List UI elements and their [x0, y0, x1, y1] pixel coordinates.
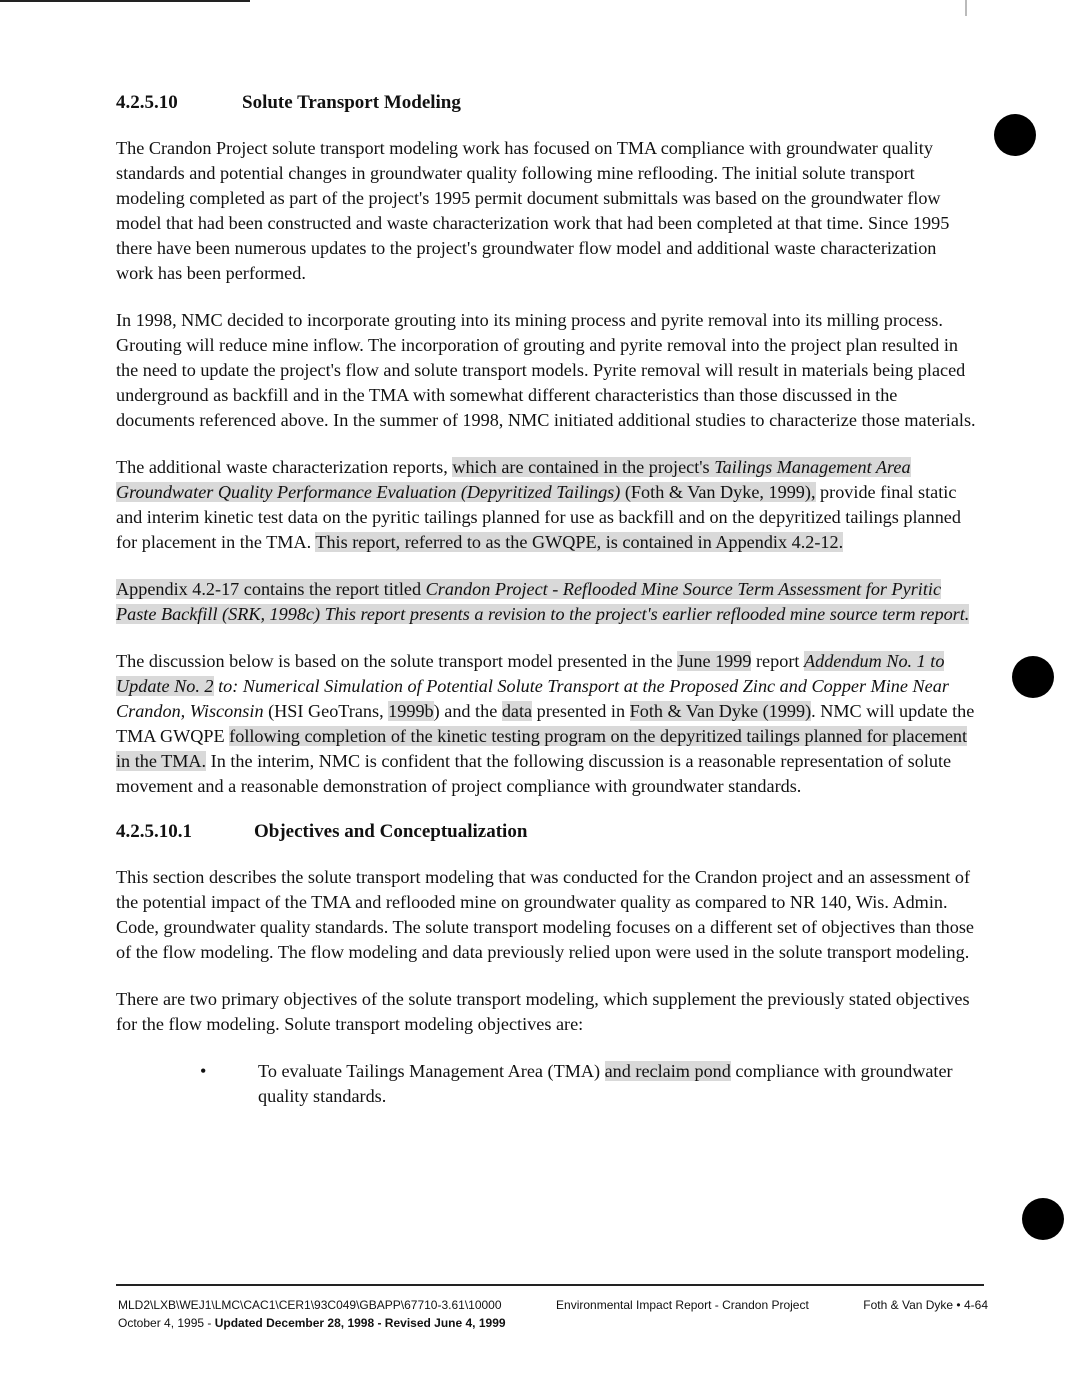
- paragraph-section-description: This section describes the solute transport modeling that was conducted for the Crandon project and an assessment of the potential impact of the TMA and reflooded mine on groundwater quality as compared to NR 140, Wis. Admin. Code, groundwater quality standards. The solute transport modeling focuses on a different set of objectives than those of the flow modeling. The flow modeling and data previously relied upon were used in the solute transport modeling.: [116, 867, 974, 962]
- page-footer: [118, 1296, 988, 1332]
- footer-file-path: MLD2\LXB\WEJ1\LMC\CAC1\CER1\93C049\GBAPP\67710-3.61\10000: [118, 1298, 502, 1312]
- paragraph-intro: The Crandon Project solute transport modeling work has focused on TMA compliance with groundwater quality standards and potential changes in groundwater quality following mine reflooding. The initial solute transport modeling completed as part of the project's 1995 permit document submittals was based on the groundwater flow model that had been constructed and waste characterization work that had been completed at that time. Since 1995 there have been numerous updates to the project's groundwater flow model and additional waste characterization work has been performed.: [116, 138, 950, 283]
- footer-date-original: October 4, 1995 -: [118, 1316, 215, 1330]
- highlight: Appendix 4.2-17 contains the report titled: [116, 579, 426, 599]
- subsection-number: 4.2.5.10.1: [116, 821, 192, 842]
- punch-hole-bottom: [1022, 1198, 1064, 1240]
- highlight: (Foth & Van Dyke, 1999),: [620, 482, 816, 502]
- section-heading: [116, 92, 978, 114]
- footer-company-page: Foth & Van Dyke • 4-64: [863, 1298, 988, 1312]
- subsection-heading: [116, 821, 978, 843]
- highlight-italic: Addendum No. 1 to Update No. 2: [116, 651, 945, 696]
- punch-hole-top: [994, 114, 1036, 156]
- highlight: 1999b: [388, 701, 434, 721]
- page-body: [116, 92, 978, 1109]
- paragraph-objectives: There are two primary objectives of the solute transport modeling, which supplement the previously stated objectives for the flow modeling. Solute transport modeling objectives are:: [116, 989, 970, 1034]
- top-tick-mark: [965, 0, 967, 16]
- punch-hole-middle: [1012, 656, 1054, 698]
- section-number: 4.2.5.10: [116, 92, 178, 113]
- footer-date-updated: Updated December 28, 1998 - Revised June 4, 1999: [214, 1316, 506, 1330]
- highlight: Foth & Van Dyke (1999): [629, 701, 812, 721]
- highlight-italic: Tailings Management Area Groundwater Quality Performance Evaluation (Depyritized Tailings): [116, 457, 911, 502]
- highlight: This report, referred to as the GWQPE, is contained in Appendix 4.2-12.: [315, 532, 844, 552]
- highlight-italic: Crandon Project - Reflooded Mine Source Term Assessment for Pyritic Paste Backfill (SRK, 1998c) This report presents a revision to the project's earlier reflooded mine source term report.: [116, 579, 970, 624]
- footer-rule: [116, 1284, 984, 1286]
- paragraph-appendix: [116, 577, 978, 627]
- footer-document-title: Environmental Impact Report - Crandon Project: [556, 1298, 809, 1312]
- highlight: and reclaim pond: [604, 1061, 731, 1081]
- highlight: which are contained in the project's: [452, 457, 715, 477]
- highlight: following completion of the kinetic testing program on the depyritized tailings planned for placement in the TMA.: [116, 726, 968, 771]
- highlight: June 1999: [677, 651, 752, 671]
- paragraph-discussion: The discussion below is based on the solute transport model presented in the June 1999 report Addendum No. 1 to Update No. 2 to: Numerical Simulation of Potential Solute Transport at the Proposed Zinc and Copper Mine Near Crandon, Wisconsin (HSI GeoTrans, 1999b) and the data presented in Foth & Van Dyke (1999). NMC will update the TMA GWQPE following completion of the kinetic testing program on the depyritized tailings planned for placement in the TMA. In the interim, NMC is confident that the following discussion is a reasonable representation of solute movement and a reasonable demonstration of project compliance with groundwater standards.: [116, 651, 975, 796]
- objectives-list: [116, 1059, 978, 1109]
- highlight: data: [501, 701, 533, 721]
- paragraph-waste-reports: The additional waste characterization reports, which are contained in the project's Tailings Management Area Groundwater Quality Performance Evaluation (Depyritized Tailings) (Foth & Van Dyke, 1999), provide final static and interim kinetic test data on the pyritic tailings planned for use as backfill and on the depyritized tailings planned for placement in the TMA. This report, referred to as the GWQPE, is contained in Appendix 4.2-12.: [116, 457, 961, 552]
- top-scan-line: [0, 0, 250, 2]
- section-title: Solute Transport Modeling: [242, 92, 461, 113]
- paragraph-grouting: In 1998, NMC decided to incorporate grouting into its mining process and pyrite removal into its milling process. Grouting will reduce mine inflow. The incorporation of grouting and pyrite removal into the project plan resulted in the need to update the project's flow and solute transport models. Pyrite removal will result in materials being placed underground as backfill and in the TMA with somewhat different characteristics than those discussed in the documents referenced above. In the summer of 1998, NMC initiated additional studies to characterize those materials.: [116, 310, 976, 430]
- subsection-title: Objectives and Conceptualization: [254, 821, 528, 842]
- list-item: • To evaluate Tailings Management Area (TMA) and reclaim pond compliance with groundwater quality standards.: [258, 1059, 978, 1109]
